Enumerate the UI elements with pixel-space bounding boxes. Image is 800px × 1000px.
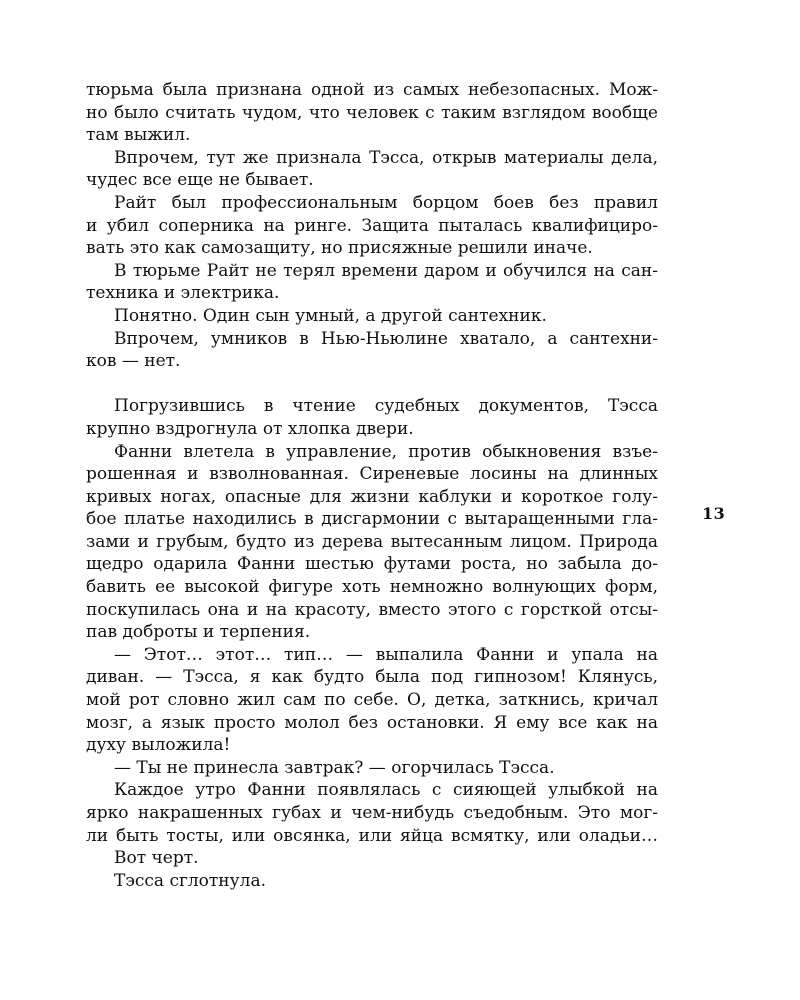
text-line: Вот черт. — [114, 848, 199, 869]
body-text — [86, 79, 658, 892]
text-line: техника и электрика. — [86, 283, 280, 304]
blank-line — [86, 373, 658, 396]
text-line: но было считать чудом, что человек с таким взглядом вообще — [86, 102, 658, 123]
text-line: — Этот… этот… тип… — выпалила Фанни и упала на — [114, 644, 658, 665]
text-line: ли быть тосты, или овсянка, или яйца всмятку, или оладьи… — [86, 825, 658, 846]
text-line: ков — нет. — [86, 351, 181, 372]
page-number: 13 — [702, 504, 726, 523]
text-line: щедро одарила Фанни шестью футами роста, но забыла до- — [86, 554, 658, 575]
text-line: Тэсса сглотнула. — [114, 870, 266, 891]
text-line: и убил соперника на ринге. Защита пыталась квалифициро- — [86, 215, 658, 236]
text-line: рошенная и взволнованная. Сиреневые лосины на длинных — [86, 464, 658, 485]
text-line: Впрочем, тут же признала Тэсса, открыв материалы дела, — [114, 147, 658, 168]
text-line: — Ты не принесла завтрак? — огорчилась Тэсса. — [114, 757, 555, 778]
text-line: Погрузившись в чтение судебных документов, Тэсса — [114, 396, 658, 417]
text-line: кривых ногах, опасные для жизни каблуки и короткое голу- — [86, 486, 658, 507]
text-line: чудес все еще не бывает. — [86, 170, 314, 191]
text-line: поскупилась она и на красоту, вместо этого с горсткой отсы- — [86, 599, 658, 620]
text-line: В тюрьме Райт не терял времени даром и обучился на сан- — [114, 260, 658, 281]
text-line: крупно вздрогнула от хлопка двери. — [86, 418, 414, 439]
text-line: бавить ее высокой фигуре хоть немножно волнующих форм, — [86, 577, 658, 598]
text-line: диван. — Тэсса, я как будто была под гипнозом! Клянусь, — [86, 667, 658, 688]
text-line: духу выложила! — [86, 735, 231, 756]
text-line: Райт был профессиональным борцом боев без правил — [114, 192, 658, 213]
text-line: зами и грубым, будто из дерева вытесанным лицом. Природа — [86, 531, 658, 552]
text-line: тюрьма была признана одной из самых небезопасных. Мож- — [86, 80, 658, 100]
text-line: пав доброты и терпения. — [86, 622, 311, 643]
text-line: Понятно. Один сын умный, а другой сантехник. — [114, 305, 547, 326]
text-line: вать это как самозащиту, но присяжные решили иначе. — [86, 238, 593, 259]
text-line: бое платье находились в дисгармонии с вытаращенными гла- — [86, 509, 658, 530]
text-line: Впрочем, умников в Нью-Ньюлине хватало, а сантехни- — [114, 328, 658, 349]
text-line: ярко накрашенных губах и чем-нибудь съедобным. Это мог- — [86, 803, 658, 823]
text-line: мой рот словно жил сам по себе. О, детка, заткнись, кричал — [86, 690, 658, 711]
text-line: Каждое утро Фанни появлялась с сияющей улыбкой на — [114, 780, 658, 801]
text-line: мозг, а язык просто молол без остановки. Я ему все как на — [86, 712, 658, 733]
text-line: там выжил. — [86, 125, 191, 146]
text-line: Фанни влетела в управление, против обыкновения взъе- — [114, 441, 658, 462]
